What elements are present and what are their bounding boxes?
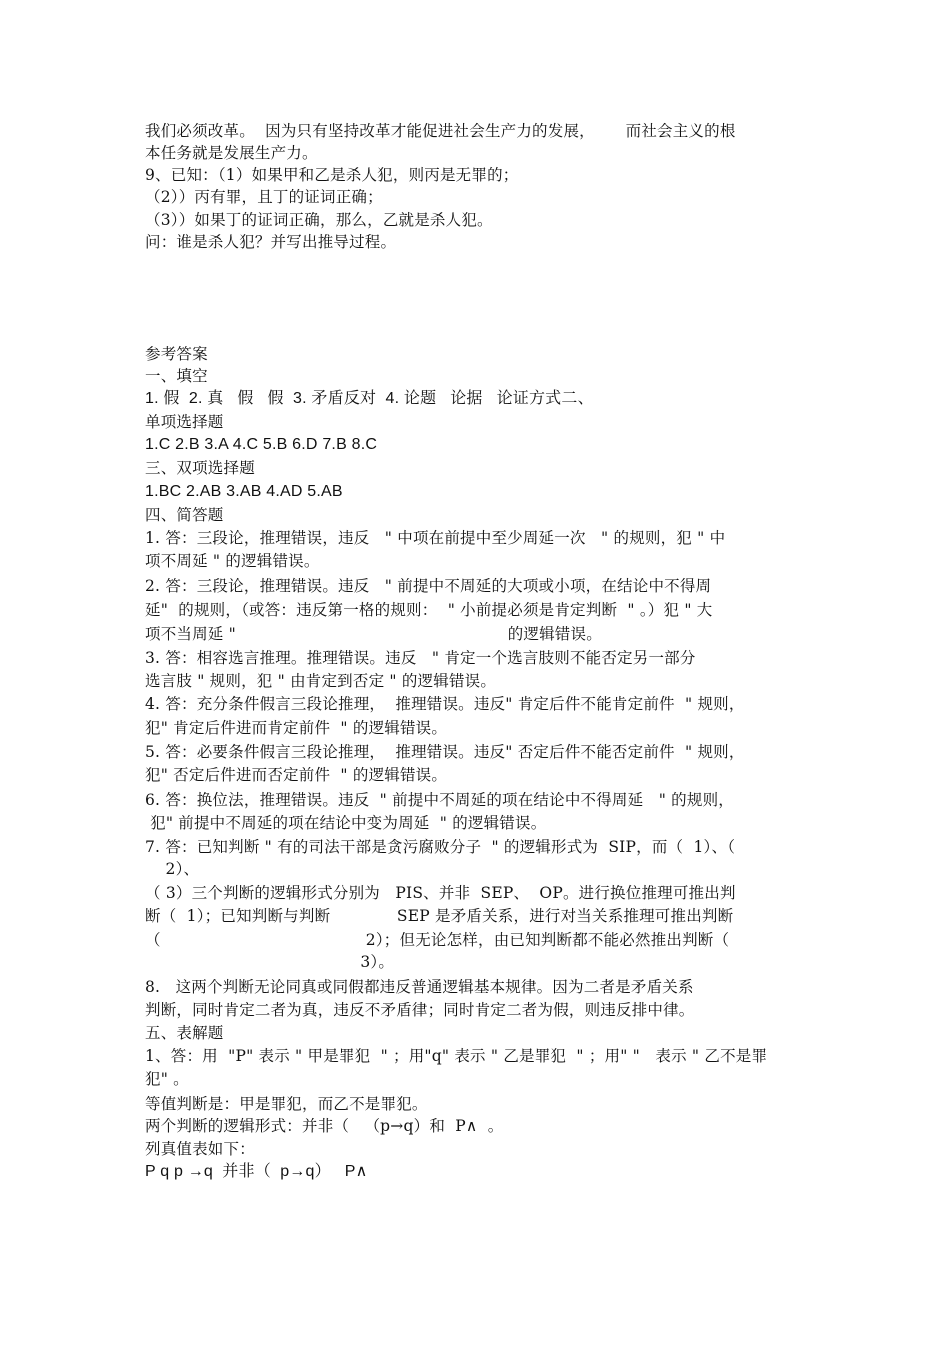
section-heading: 五、表解题 — [145, 1024, 224, 1042]
answer-line: 4. 答：充分条件假言三段论推理， 推理错误。违反" 肯定后件不能肯定前件 " 规则， — [145, 695, 745, 713]
section-heading: 四、简答题 — [145, 506, 224, 524]
answer-line: 判断，同时肯定二者为真，违反不矛盾律；同时肯定二者为假，则违反排中律。 — [145, 1001, 695, 1019]
answer-line: 6. 答：换位法，推理错误。违反 " 前提中不周延的项在结论中不得周延 " 的规则， — [145, 791, 734, 809]
text-line: 我们必须改革。 因为只有坚持改革才能促进社会生产力的发展， 而社会主义的根 — [145, 122, 736, 140]
answer-line: 2）、 — [145, 860, 200, 878]
answer-line: 5. 答：必要条件假言三段论推理， 推理错误。违反" 否定后件不能否定前件 " 规则， — [145, 743, 745, 761]
answers-title: 参考答案 — [145, 345, 208, 363]
double-choice-answers: 1.BC 2.AB 3.AB 4.AD 5.AB — [145, 483, 343, 500]
answer-line: 列真值表如下： — [145, 1140, 255, 1158]
answer-line: 犯" 否定后件进而否定前件 " 的逻辑错误。 — [145, 766, 448, 784]
answer-line: 犯" 。 — [145, 1070, 189, 1088]
answer-line: 项不当周延 " 的逻辑错误。 — [145, 625, 602, 643]
answer-line: 选言肢 " 规则，犯 " 由肯定到否定 " 的逻辑错误。 — [145, 672, 497, 690]
question-9-ask: 问：谁是杀人犯？并写出推导过程。 — [145, 233, 397, 251]
answer-line: 8. 这两个判断无论同真或同假都违反普通逻辑基本规律。因为二者是矛盾关系 — [145, 978, 694, 996]
text-line: 本任务就是发展生产力。 — [145, 144, 318, 162]
answer-line: 犯" 前提中不周延的项在结论中变为周延 " 的逻辑错误。 — [145, 814, 547, 832]
section-heading: 一、填空 — [145, 367, 208, 385]
answer-line: 7. 答：已知判断 " 有的司法干部是贪污腐败分子 " 的逻辑形式为 SIP，而（ 1）、（ — [145, 838, 736, 856]
answer-line: 1. 答：三段论，推理错误，违反 " 中项在前提中至少周延一次 " 的规则，犯 " 中 — [145, 529, 726, 547]
section-heading: 三、双项选择题 — [145, 459, 255, 477]
answer-line: 3）。 — [145, 953, 395, 971]
answer-line: 犯" 肯定后件进而肯定前件 " 的逻辑错误。 — [145, 719, 448, 737]
truth-table-header: P q p →q 并非（ p→q） P∧ — [145, 1163, 368, 1180]
question-9-condition-3: （3））如果丁的证词正确，那么，乙就是杀人犯。 — [145, 211, 493, 229]
answer-line: 1、答：用 "P" 表示 " 甲是罪犯 " ；用"q" 表示 " 乙是罪犯 " ；用" " 表示 " 乙不是罪 — [145, 1047, 768, 1065]
answer-line: 两个判断的逻辑形式：并非（ （p→q）和 P∧ 。 — [145, 1117, 504, 1135]
answer-line: 延" 的规则，（或答：违反第一格的规则： " 小前提必须是肯定判断 " 。）犯 " 大 — [145, 601, 713, 619]
question-9-condition-2: （2））丙有罪，且丁的证词正确； — [145, 188, 383, 206]
answer-line: 3. 答：相容选言推理。推理错误。违反 " 肯定一个选言肢则不能否定另一部分 — [145, 649, 696, 667]
section-heading: 单项选择题 — [145, 413, 224, 431]
single-choice-answers: 1.C 2.B 3.A 4.C 5.B 6.D 7.B 8.C — [145, 436, 378, 453]
question-9: 9、已知：（1）如果甲和乙是杀人犯，则丙是无罪的； — [145, 166, 519, 184]
answer-line: 断（ 1）；已知判断与判断 SEP 是矛盾关系，进行对当关系推理可推出判断 — [145, 907, 734, 925]
answer-line: （ 3）三个判断的逻辑形式分别为 PIS、并非 SEP、 OP。进行换位推理可推出判 — [145, 884, 736, 902]
answer-line: 等值判断是：甲是罪犯，而乙不是罪犯。 — [145, 1095, 428, 1113]
answer-line: 2. 答：三段论，推理错误。违反 " 前提中不周延的大项或小项，在结论中不得周 — [145, 577, 712, 595]
fill-blank-answers: 1. 假 2. 真 假 假 3. 矛盾反对 4. 论题 论据 论证方式二、 — [145, 390, 594, 407]
answer-line: 项不周延 " 的逻辑错误。 — [145, 552, 320, 570]
answer-line: （ 2）；但无论怎样，由已知判断都不能必然推出判断（ — [145, 931, 730, 949]
